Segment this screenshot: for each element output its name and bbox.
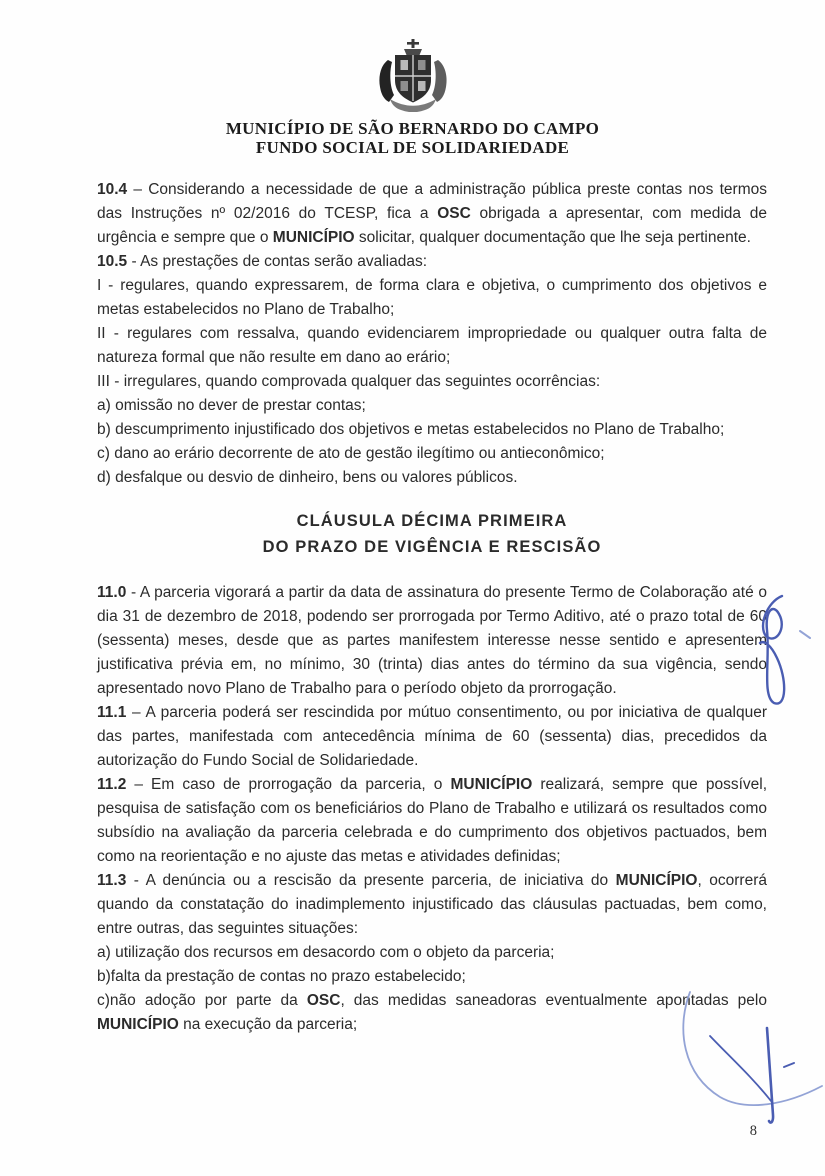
coat-of-arms-icon <box>373 38 453 112</box>
text-run: solicitar, qualquer documentação que lhe seja pertinente. <box>354 229 751 246</box>
paragraph <box>97 178 767 250</box>
paragraph <box>97 274 767 322</box>
paragraph <box>97 250 767 274</box>
paragraph <box>97 581 767 701</box>
text-run: , ocorrerá quando da constatação do inadimplemento injustificado das cláusulas pactuadas, bem como, entre outras, das seguintes situações: <box>97 872 767 937</box>
bold-text-run: MUNICÍPIO <box>450 776 533 793</box>
bold-text-run: MUNICÍPIO <box>615 872 698 889</box>
clause-heading <box>97 508 767 560</box>
org-line-1: MUNICÍPIO DE SÃO BERNARDO DO CAMPO <box>225 119 600 138</box>
page-number: 8 <box>749 1123 757 1139</box>
document-header <box>0 0 825 157</box>
text-run: – Em caso de prorrogação da parceria, o <box>126 776 451 793</box>
text-run: I - regulares, quando expressarem, de forma clara e objetiva, o cumprimento dos objetivos e metas estabelecidos no Plano de Trabalho; <box>97 277 767 318</box>
paragraph <box>97 466 767 490</box>
text-run: – A parceria poderá ser rescindida por mútuo consentimento, ou por iniciativa de qualquer das partes, manifestada com antecedência mínima de 60 (sessenta) dias, precedidos da autorização do Fundo Social de Solidariedade. <box>97 704 767 769</box>
text-run: realizará, sempre que possível, pesquisa de satisfação com os beneficiários do Plano de Trabalho e utilizará os resultados como subsídio na avaliação da parceria celebrada e do cumprimento dos objetivos pactuados, bem como na reorientação e no ajuste das metas e atividades definidas; <box>97 776 768 865</box>
paragraph <box>97 442 767 466</box>
paragraph <box>97 394 767 418</box>
org-line-2: FUNDO SOCIAL DE SOLIDARIEDADE <box>255 138 570 157</box>
text-run: c)não adoção por parte da <box>97 992 307 1009</box>
clause-heading-line: CLÁUSULA DÉCIMA PRIMEIRA <box>296 512 568 530</box>
text-run: na execução da parceria; <box>178 1016 358 1033</box>
bold-text-run: OSC <box>437 205 471 222</box>
bold-text-run: 11.2 <box>97 776 127 793</box>
text-run: - A parceria vigorará a partir da data de assinatura do presente Termo de Colaboração até o dia 31 de dezembro de 2018, podendo ser prorrogada por Termo Aditivo, até o prazo total de 60 (sessenta) meses, desde que as partes manifestem interesse nesse sentido e apresentem justificativa prévia em, no mínimo, 30 (trinta) dias antes do término da sua vigência, sendo apresentado novo Plano de Trabalho para o período objeto da prorrogação. <box>97 584 767 697</box>
bold-text-run: 11.1 <box>97 704 127 721</box>
document-body <box>97 178 767 1037</box>
signature-flourish-ink <box>658 984 825 1149</box>
text-run: , das medidas saneadoras eventualmente apontadas pelo <box>340 992 767 1009</box>
paragraph <box>97 869 767 941</box>
bold-text-run: 11.3 <box>97 872 127 889</box>
bold-text-run: 10.4 <box>97 181 128 198</box>
text-run: – Considerando a necessidade de que a administração pública preste contas nos termos das Instruções nº 02/2016 do TCESP, fica a <box>97 181 767 222</box>
bold-text-run: 11.0 <box>97 584 127 601</box>
text-run: b)falta da prestação de contas no prazo estabelecido; <box>97 968 466 985</box>
text-run: b) descumprimento injustificado dos objetivos e metas estabelecidos no Plano de Trabalho; <box>97 421 725 438</box>
text-run: a) utilização dos recursos em desacordo com o objeto da parceria; <box>97 944 555 961</box>
text-run: - As prestações de contas serão avaliadas: <box>127 253 428 270</box>
bold-text-run: 10.5 <box>97 253 128 270</box>
signature-initial-ink <box>736 584 820 729</box>
text-run: III - irregulares, quando comprovada qualquer das seguintes ocorrências: <box>97 373 601 390</box>
paragraph <box>97 701 767 773</box>
text-run: - A denúncia ou a rescisão da presente parceria, de iniciativa do <box>126 872 616 889</box>
text-run: a) omissão no dever de prestar contas; <box>97 397 366 414</box>
paragraph <box>97 322 767 370</box>
paragraph <box>97 370 767 394</box>
bold-text-run: MUNICÍPIO <box>97 1016 179 1033</box>
text-run: d) desfalque ou desvio de dinheiro, bens ou valores públicos. <box>97 469 518 486</box>
bold-text-run: OSC <box>306 992 341 1009</box>
paragraph <box>97 418 767 442</box>
text-run: obrigada a apresentar, com medida de urgência e sempre que o <box>97 205 767 246</box>
text-run: II - regulares com ressalva, quando evidenciarem impropriedade ou qualquer outra falta de natureza formal que não resulte em dano ao erário; <box>97 325 767 366</box>
paragraph <box>97 941 767 965</box>
text-run: c) dano ao erário decorrente de ato de gestão ilegítimo ou antieconômico; <box>97 445 605 462</box>
paragraph <box>97 773 767 869</box>
clause-heading-line: DO PRAZO DE VIGÊNCIA E RESCISÃO <box>262 538 602 556</box>
org-title <box>0 119 825 157</box>
bold-text-run: MUNICÍPIO <box>272 229 355 246</box>
